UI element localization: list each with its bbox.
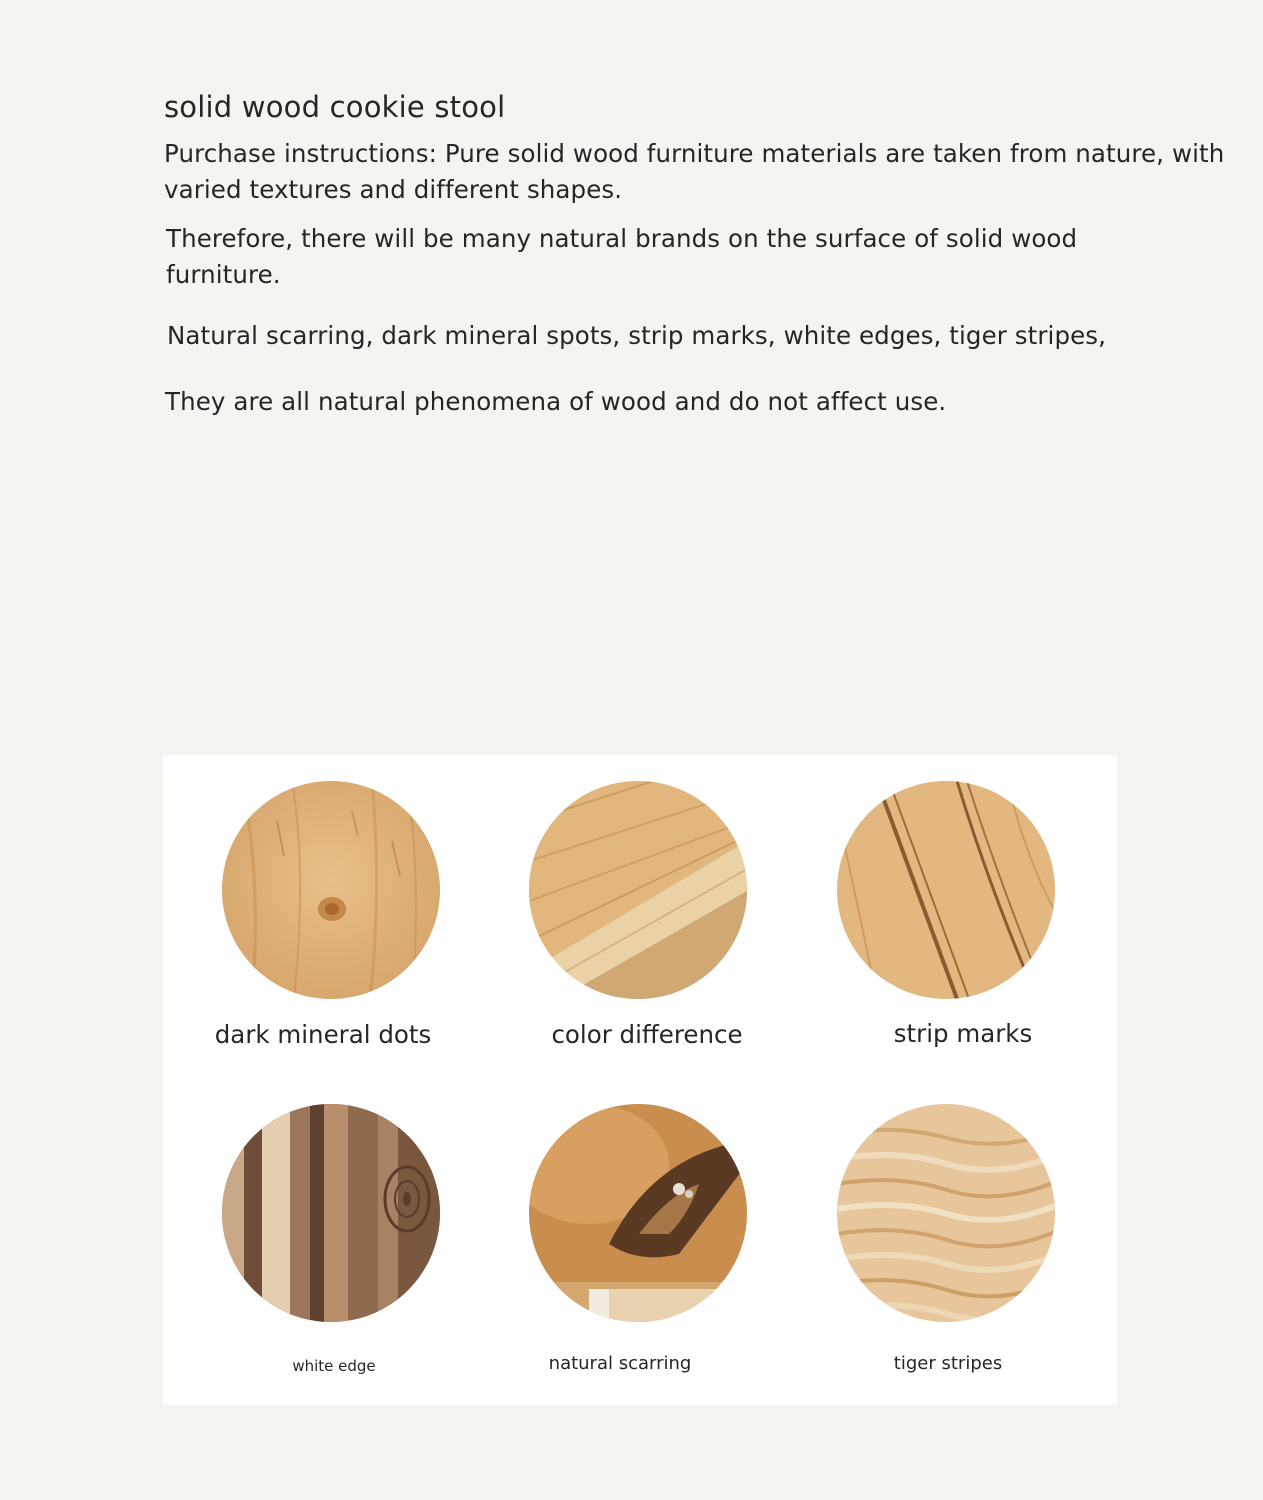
wood-color-difference-swatch <box>529 781 747 999</box>
swatch-label-white-edge: white edge <box>292 1357 376 1375</box>
natural-brands-text: Therefore, there will be many natural brands on the surface of solid wood furniture. <box>166 224 1078 289</box>
swatch-label-dark-mineral-dots: dark mineral dots <box>214 1020 432 1049</box>
wood-knot-swatch <box>222 781 440 999</box>
swatch-label-tiger-stripes: tiger stripes <box>893 1353 1003 1374</box>
swatch-label-color-difference: color difference <box>551 1020 743 1049</box>
does-not-affect-use-text: They are all natural phenomena of wood and do not affect use. <box>165 387 947 416</box>
wood-strip-marks-swatch <box>837 781 1055 999</box>
page-title: solid wood cookie stool <box>164 90 506 124</box>
wood-tiger-stripes-swatch <box>837 1104 1055 1322</box>
description-section <box>164 88 1244 416</box>
wood-scarring-swatch <box>529 1104 747 1322</box>
natural-features-list-text: Natural scarring, dark mineral spots, strip marks, white edges, tiger stripes, <box>167 321 1107 350</box>
wood-features-panel <box>163 755 1117 1405</box>
purchase-instructions-text: Purchase instructions: Pure solid wood furniture materials are taken from nature, with varied textures and different shapes. <box>164 139 1225 204</box>
swatch-label-natural-scarring: natural scarring <box>548 1353 692 1374</box>
wood-white-edge-swatch <box>222 1104 440 1322</box>
swatch-label-strip-marks: strip marks <box>893 1019 1033 1048</box>
